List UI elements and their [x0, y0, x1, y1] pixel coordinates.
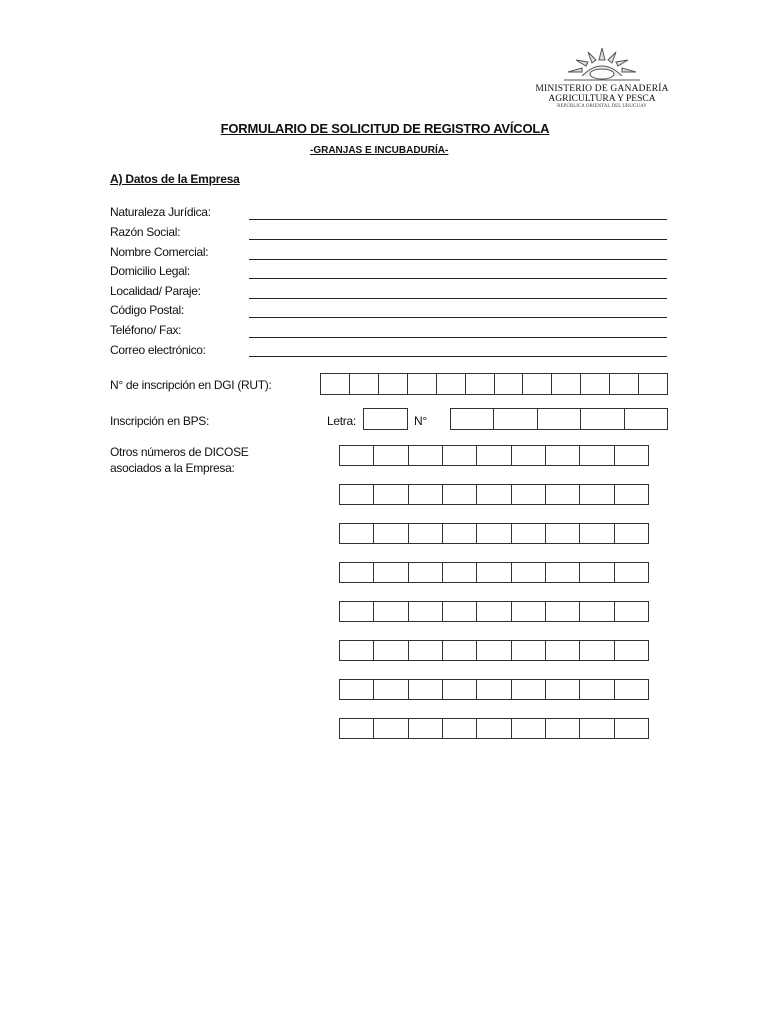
digit-cell[interactable] — [639, 374, 667, 394]
digit-cell[interactable] — [523, 374, 552, 394]
digit-cell[interactable] — [615, 641, 648, 660]
digit-cell[interactable] — [350, 374, 379, 394]
digit-cell[interactable] — [580, 719, 614, 738]
digit-cell[interactable] — [340, 641, 374, 660]
digit-cell[interactable] — [408, 374, 437, 394]
digit-cell[interactable] — [477, 719, 511, 738]
digit-cell[interactable] — [409, 563, 443, 582]
digit-cell[interactable] — [512, 719, 546, 738]
field-label: Correo electrónico: — [110, 343, 206, 357]
digit-cell[interactable] — [615, 680, 648, 699]
dicose-row[interactable] — [339, 484, 649, 505]
digit-cell[interactable] — [546, 719, 580, 738]
digit-cell[interactable] — [580, 446, 614, 465]
field-label: Localidad/ Paraje: — [110, 284, 201, 298]
digit-cell[interactable] — [546, 446, 580, 465]
digit-cell[interactable] — [379, 374, 408, 394]
form-subtitle: -GRANJAS E INCUBADURÍA- — [310, 145, 449, 156]
digit-cell[interactable] — [512, 485, 546, 504]
section-heading: A) Datos de la Empresa — [110, 172, 240, 186]
digit-cell[interactable] — [340, 680, 374, 699]
digit-cell[interactable] — [546, 641, 580, 660]
digit-cell[interactable] — [538, 409, 581, 429]
digit-cell[interactable] — [409, 485, 443, 504]
digit-cell[interactable] — [512, 524, 546, 543]
digit-cell[interactable] — [409, 602, 443, 621]
digit-cell[interactable] — [374, 602, 408, 621]
digit-cell[interactable] — [615, 485, 648, 504]
field-label: Naturaleza Jurídica: — [110, 205, 211, 219]
field-line-domicilio[interactable] — [249, 278, 667, 279]
digit-cell[interactable] — [409, 641, 443, 660]
digit-cell[interactable] — [321, 374, 350, 394]
digit-cell[interactable] — [443, 485, 477, 504]
field-line-correo[interactable] — [249, 356, 667, 357]
digit-cell[interactable] — [451, 409, 494, 429]
bps-numero-boxes[interactable] — [450, 408, 668, 430]
digit-cell[interactable] — [374, 446, 408, 465]
field-line-localidad[interactable] — [249, 298, 667, 299]
digit-cell[interactable] — [340, 446, 374, 465]
digit-cell[interactable] — [610, 374, 639, 394]
digit-cell[interactable] — [409, 524, 443, 543]
digit-cell[interactable] — [437, 374, 466, 394]
digit-cell[interactable] — [477, 446, 511, 465]
dicose-row[interactable] — [339, 640, 649, 661]
digit-cell[interactable] — [443, 446, 477, 465]
digit-cell[interactable] — [443, 563, 477, 582]
field-label: Razón Social: — [110, 225, 181, 239]
field-label: Nombre Comercial: — [110, 245, 209, 259]
ministry-name-line2: AGRICULTURA Y PESCA — [548, 94, 656, 104]
dicose-row[interactable] — [339, 679, 649, 700]
digit-cell[interactable] — [340, 524, 374, 543]
digit-cell[interactable] — [546, 680, 580, 699]
digit-cell[interactable] — [546, 563, 580, 582]
sun-emblem-icon — [558, 44, 646, 84]
bps-numero-label: N° — [414, 414, 427, 428]
digit-cell[interactable] — [512, 641, 546, 660]
digit-cell[interactable] — [615, 524, 648, 543]
digit-cell[interactable] — [409, 719, 443, 738]
digit-cell[interactable] — [340, 563, 374, 582]
digit-cell[interactable] — [477, 602, 511, 621]
field-label: Código Postal: — [110, 303, 184, 317]
digit-cell[interactable] — [409, 680, 443, 699]
digit-cell[interactable] — [466, 374, 495, 394]
dicose-row[interactable] — [339, 601, 649, 622]
bps-letra-label: Letra: — [327, 414, 356, 428]
digit-cell[interactable] — [615, 446, 648, 465]
dicose-row[interactable] — [339, 445, 649, 466]
digit-cell[interactable] — [512, 563, 546, 582]
dicose-label-line2: asociados a la Empresa: — [110, 461, 235, 475]
digit-cell[interactable] — [546, 602, 580, 621]
digit-cell[interactable] — [580, 485, 614, 504]
form-title: FORMULARIO DE SOLICITUD DE REGISTRO AVÍCOLA — [220, 121, 550, 136]
digit-cell[interactable] — [443, 602, 477, 621]
digit-cell[interactable] — [512, 446, 546, 465]
bps-label: Inscripción en BPS: — [110, 414, 210, 428]
ministry-logo — [528, 44, 676, 110]
digit-cell[interactable] — [477, 485, 511, 504]
field-line-nombre-comercial[interactable] — [249, 259, 667, 260]
dicose-row[interactable] — [339, 718, 649, 739]
digit-cell[interactable] — [374, 680, 408, 699]
digit-cell[interactable] — [546, 524, 580, 543]
field-line-codigo-postal[interactable] — [249, 317, 667, 318]
digit-cell[interactable] — [477, 524, 511, 543]
digit-cell[interactable] — [580, 524, 614, 543]
dicose-row[interactable] — [339, 562, 649, 583]
dicose-label-line1: Otros números de DICOSE — [110, 445, 249, 459]
rut-label: N° de inscripción en DGI (RUT): — [110, 378, 272, 392]
digit-cell[interactable] — [615, 719, 648, 738]
ministry-name-line1: MINISTERIO DE GANADERÍA — [535, 84, 669, 94]
digit-cell[interactable] — [340, 485, 374, 504]
digit-cell[interactable] — [374, 641, 408, 660]
digit-cell[interactable] — [512, 680, 546, 699]
digit-cell[interactable] — [443, 680, 477, 699]
dicose-row[interactable] — [339, 523, 649, 544]
digit-cell[interactable] — [409, 446, 443, 465]
digit-cell[interactable] — [443, 719, 477, 738]
digit-cell[interactable] — [512, 602, 546, 621]
digit-cell[interactable] — [546, 485, 580, 504]
digit-cell[interactable] — [625, 409, 667, 429]
digit-cell[interactable] — [580, 563, 614, 582]
digit-cell[interactable] — [580, 602, 614, 621]
digit-cell[interactable] — [581, 409, 624, 429]
digit-cell[interactable] — [580, 641, 614, 660]
digit-cell[interactable] — [615, 563, 648, 582]
digit-cell[interactable] — [580, 680, 614, 699]
digit-cell[interactable] — [477, 680, 511, 699]
digit-cell[interactable] — [374, 563, 408, 582]
field-label: Teléfono/ Fax: — [110, 323, 182, 337]
digit-cell[interactable] — [552, 374, 581, 394]
digit-cell[interactable] — [340, 719, 374, 738]
bps-letra-box[interactable] — [363, 408, 408, 430]
digit-cell[interactable] — [443, 641, 477, 660]
digit-cell[interactable] — [477, 641, 511, 660]
field-line-naturaleza[interactable] — [249, 219, 667, 220]
digit-cell[interactable] — [477, 563, 511, 582]
digit-cell[interactable] — [340, 602, 374, 621]
digit-cell[interactable] — [615, 602, 648, 621]
digit-cell[interactable] — [581, 374, 610, 394]
field-label: Domicilio Legal: — [110, 264, 190, 278]
field-line-telefono[interactable] — [249, 337, 667, 338]
digit-cell[interactable] — [494, 409, 537, 429]
field-line-razon-social[interactable] — [249, 239, 667, 240]
digit-cell[interactable] — [374, 719, 408, 738]
digit-cell[interactable] — [495, 374, 524, 394]
digit-cell[interactable] — [443, 524, 477, 543]
digit-cell[interactable] — [374, 485, 408, 504]
ministry-name-line3: REPÚBLICA ORIENTAL DEL URUGUAY — [557, 104, 647, 109]
digit-cell[interactable] — [374, 524, 408, 543]
rut-boxes[interactable] — [320, 373, 668, 395]
